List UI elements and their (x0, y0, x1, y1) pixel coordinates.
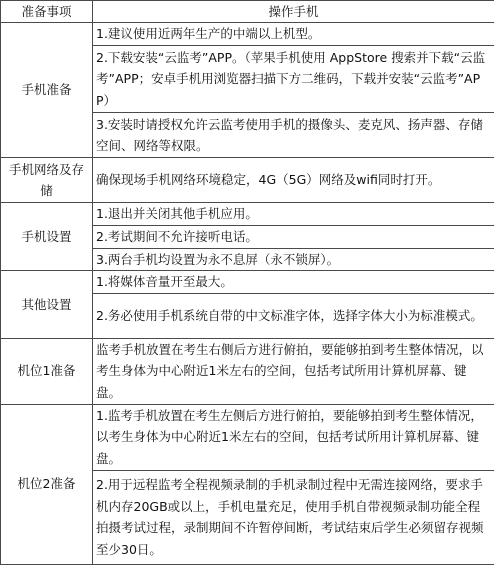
phone-settings-item-2: 2.考试期间不允许接听电话。 (93, 226, 494, 249)
other-settings-item-1: 1.将媒体音量开至最大。 (93, 271, 494, 294)
header-phone-operation: 操作手机 (93, 1, 494, 23)
table-row (1, 158, 494, 203)
table-row (1, 404, 494, 470)
table-row (1, 271, 494, 294)
network-storage-item: 确保现场手机网络环境稳定，4G（5G）网络及wifi同时打开。 (93, 158, 494, 203)
table-header-row (1, 1, 494, 23)
phone-settings-item-3: 3.两台手机均设置为永不息屏（永不锁屏）。 (93, 248, 494, 271)
camera-position-1-item: 监考手机放置在考生右侧后方进行俯拍，要能够拍到考生整体情况，以考生身体为中心附近1米左右的空间，包括考试所用计算机屏幕、键盘。 (93, 338, 494, 404)
category-camera-position-2: 机位2准备 (1, 404, 93, 564)
category-other-settings: 其他设置 (1, 271, 93, 339)
category-phone-settings: 手机设置 (1, 203, 93, 271)
table-row (1, 338, 494, 404)
category-camera-position-1: 机位1准备 (1, 338, 93, 404)
phone-prep-item-2: 2.下载安装“云监考”APP。（苹果手机使用 AppStore 搜索并下载“云监考”APP；安卓手机用浏览器扫描下方二维码，下载并安装“云监考”APP） (93, 46, 494, 113)
other-settings-item-2: 2.务必使用手机系统自带的中文标准字体，选择字体大小为标准模式。 (93, 293, 494, 338)
category-network-storage: 手机网络及存储 (1, 158, 93, 203)
table-row (1, 23, 494, 46)
phone-prep-item-3: 3.安装时请授权允许云监考使用手机的摄像头、麦克风、扬声器、存储空间、网络等权限。 (93, 113, 494, 158)
phone-prep-item-1: 1.建议使用近两年生产的中端以上机型。 (93, 23, 494, 46)
phone-settings-item-1: 1.退出并关闭其他手机应用。 (93, 203, 494, 226)
category-phone-prep: 手机准备 (1, 23, 93, 158)
table-row (1, 203, 494, 226)
camera-position-2-item-1: 1.监考手机放置在考生左侧后方进行俯拍，要能够拍到考生整体情况，以考生身体为中心附近1米左右的空间，包括考试所用计算机屏幕、键盘。 (93, 404, 494, 470)
camera-position-2-item-2: 2.用于远程监考全程视频录制的手机录制过程中无需连接网络，要求手机内存20GB或以上，手机电量充足，使用手机自带视频录制功能全程拍摄考试过程，录制期间不许暂停间断，考试结束后学生必须留存视频至少30日。 (93, 470, 494, 564)
header-prep-item: 准备事项 (1, 1, 93, 23)
